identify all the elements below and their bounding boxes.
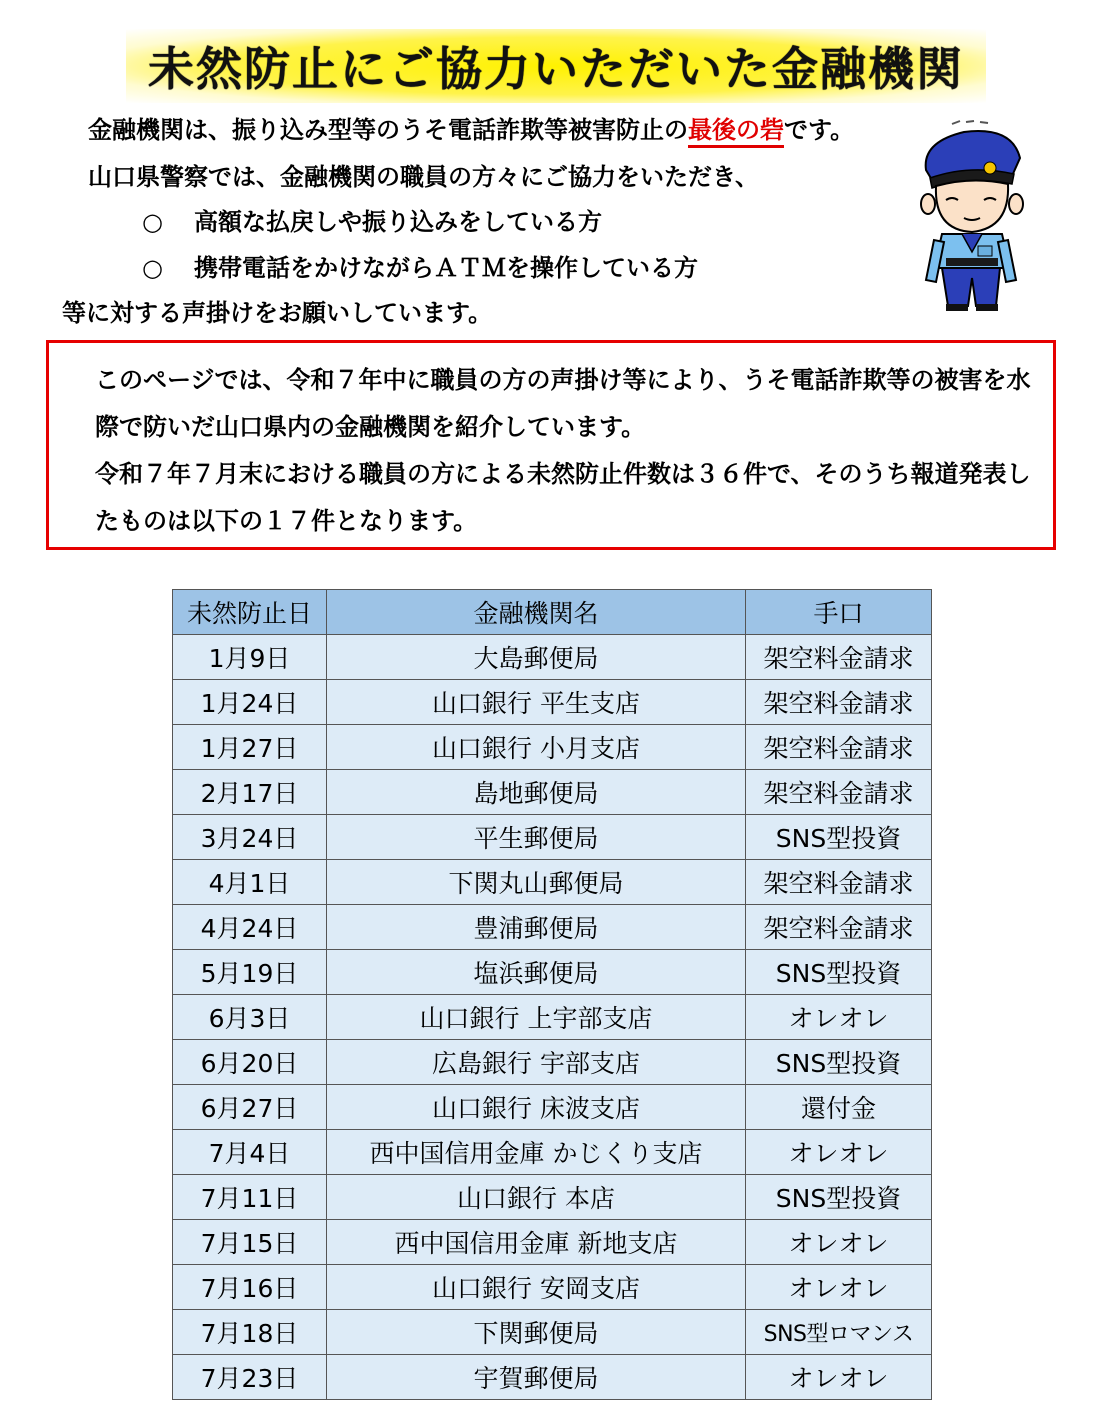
table-row [173, 1040, 932, 1085]
cell-date: 7月11日 [173, 1175, 327, 1220]
cell-institution: 山口銀行 本店 [327, 1175, 746, 1220]
cell-institution: 山口銀行 平生支店 [327, 680, 746, 725]
cell-institution: 下関丸山郵便局 [327, 860, 746, 905]
cell-institution: 宇賀郵便局 [327, 1355, 746, 1400]
table-row [173, 1175, 932, 1220]
cell-method: SNS型投資 [746, 1040, 932, 1085]
notice-paragraph-1: このページでは、令和７年中に職員の方の声掛け等により、うそ電話詐欺等の被害を水際で防いだ山口県内の金融機関を紹介しています。 [95, 366, 1031, 441]
table-row [173, 1085, 932, 1130]
cell-date: 7月16日 [173, 1265, 327, 1310]
cell-date: 1月24日 [173, 680, 327, 725]
cell-date: 6月20日 [173, 1040, 327, 1085]
police-officer-mascot-icon [912, 118, 1030, 313]
cell-date: 4月24日 [173, 905, 327, 950]
table-row [173, 1265, 932, 1310]
notice-paragraph-2: 令和７年７月末における職員の方による未然防止件数は３６件で、そのうち報道発表したものは以下の１７件となります。 [95, 460, 1031, 535]
cell-method: 架空料金請求 [746, 860, 932, 905]
cell-institution: 広島銀行 宇部支店 [327, 1040, 746, 1085]
cell-institution: 塩浜郵便局 [327, 950, 746, 995]
table-row [173, 770, 932, 815]
intro-line-1 [88, 110, 854, 145]
prevention-records-table [172, 589, 932, 1400]
cell-method: オレオレ [746, 1130, 932, 1175]
cell-date: 2月17日 [173, 770, 327, 815]
cell-date: 7月18日 [173, 1310, 327, 1355]
cell-institution: 大島郵便局 [327, 635, 746, 680]
cell-method: 還付金 [746, 1085, 932, 1130]
intro-item-1-text: 高額な払戻しや振り込みをしている方 [194, 208, 602, 236]
cell-date: 7月23日 [173, 1355, 327, 1400]
cell-institution: 豊浦郵便局 [327, 905, 746, 950]
cell-method: SNS型投資 [746, 1175, 932, 1220]
cell-date: 4月1日 [173, 860, 327, 905]
cell-date: 7月4日 [173, 1130, 327, 1175]
cell-method: 架空料金請求 [746, 770, 932, 815]
cell-institution: 下関郵便局 [327, 1310, 746, 1355]
intro-item-1 [142, 202, 602, 237]
table-row [173, 905, 932, 950]
cell-institution: 山口銀行 床波支店 [327, 1085, 746, 1130]
cell-date: 7月15日 [173, 1220, 327, 1265]
table-row [173, 1310, 932, 1355]
cell-method: 架空料金請求 [746, 635, 932, 680]
cell-date: 3月24日 [173, 815, 327, 860]
cell-institution: 山口銀行 小月支店 [327, 725, 746, 770]
table-row [173, 1130, 932, 1175]
header-date: 未然防止日 [173, 590, 327, 635]
last-bastion-highlight: 最後の砦 [688, 116, 784, 148]
intro-item-2 [142, 248, 698, 283]
bullet-circle: ○ [142, 254, 163, 282]
cell-institution: 山口銀行 安岡支店 [327, 1265, 746, 1310]
cell-method: オレオレ [746, 995, 932, 1040]
cell-institution: 島地郵便局 [327, 770, 746, 815]
cell-method: オレオレ [746, 1220, 932, 1265]
cell-method: SNS型投資 [746, 815, 932, 860]
cell-date: 1月27日 [173, 725, 327, 770]
header-method: 手口 [746, 590, 932, 635]
cell-date: 5月19日 [173, 950, 327, 995]
cell-date: 6月27日 [173, 1085, 327, 1130]
cell-institution: 山口銀行 上宇部支店 [327, 995, 746, 1040]
notice-box [46, 340, 1056, 550]
table-row [173, 995, 932, 1040]
cell-method: SNS型投資 [746, 950, 932, 995]
cell-date: 6月3日 [173, 995, 327, 1040]
cell-method: 架空料金請求 [746, 680, 932, 725]
intro-line-2: 山口県警察では、金融機関の職員の方々にご協力をいただき、 [88, 163, 760, 191]
table-row [173, 815, 932, 860]
table-row [173, 635, 932, 680]
cell-method: 架空料金請求 [746, 905, 932, 950]
header-institution: 金融機関名 [327, 590, 746, 635]
cell-method: オレオレ [746, 1265, 932, 1310]
cell-institution: 平生郵便局 [327, 815, 746, 860]
cell-date: 1月9日 [173, 635, 327, 680]
intro-line-5: 等に対する声掛けをお願いしています。 [62, 299, 493, 327]
intro-line-1-pre: 金融機関は、振り込み型等のうそ電話詐欺等被害防止の [88, 116, 688, 144]
intro-item-2-text: 携帯電話をかけながらＡＴＭを操作している方 [194, 254, 698, 282]
table-header-row [173, 590, 932, 635]
table-row [173, 725, 932, 770]
page-title: 未然防止にご協力いただいた金融機関 [126, 29, 986, 103]
table-row [173, 860, 932, 905]
title-area [0, 26, 1112, 106]
cell-institution: 西中国信用金庫 新地支店 [327, 1220, 746, 1265]
cell-method: 架空料金請求 [746, 725, 932, 770]
cell-method: SNS型ロマンス [746, 1310, 932, 1355]
table-row [173, 1220, 932, 1265]
intro-line-1-post: です。 [784, 116, 855, 144]
cell-institution: 西中国信用金庫 かじくり支店 [327, 1130, 746, 1175]
table-row [173, 1355, 932, 1400]
bullet-circle: ○ [142, 208, 163, 236]
table-row [173, 680, 932, 725]
cell-method: オレオレ [746, 1355, 932, 1400]
table-row [173, 950, 932, 995]
